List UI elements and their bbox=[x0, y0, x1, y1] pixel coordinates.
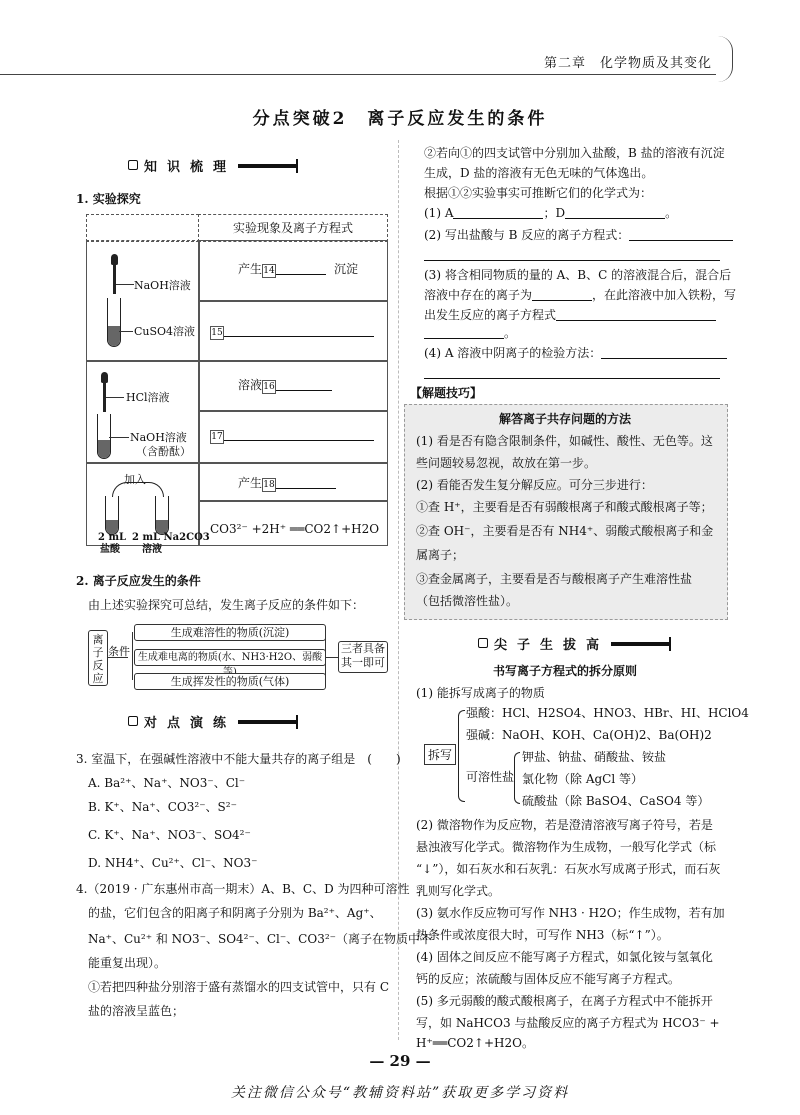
row2-obs2: 17 bbox=[210, 428, 374, 444]
q3-opt-d[interactable]: D. NH4⁺、Cu²⁺、Cl⁻、NO3⁻ bbox=[88, 856, 258, 870]
q4-r7: 溶液中存在的离子为 ，在此溶液中加入铁粉，写 bbox=[424, 288, 737, 302]
q4-r6: (3) 将含相同物质的量的 A、B、C 的溶液混合后，混合后 bbox=[424, 268, 732, 282]
answer-blank-d[interactable] bbox=[565, 207, 665, 219]
answer-blank-fe[interactable] bbox=[556, 309, 716, 321]
row2-reagent-top: HCl溶液 bbox=[126, 391, 170, 404]
adv-salt: 钾盐、钠盐、硝酸盐、铵盐 bbox=[522, 750, 667, 764]
brace-icon bbox=[514, 752, 520, 804]
page-title: 分点突破2 离子反应发生的条件 bbox=[252, 109, 548, 129]
table-header-empty bbox=[86, 214, 199, 242]
answer-blank-test[interactable] bbox=[601, 347, 727, 359]
brace-icon bbox=[458, 710, 465, 802]
test-tube-icon bbox=[107, 298, 121, 347]
adv-line: H⁺══CO2↑+H2O。 bbox=[416, 1036, 534, 1050]
cond-left-box: 离子反应 bbox=[88, 630, 108, 686]
header-rule bbox=[0, 74, 716, 75]
section-heading-advanced: 尖子生拔高 bbox=[478, 634, 671, 653]
label-line bbox=[109, 437, 129, 438]
answer-blank-test2[interactable] bbox=[424, 367, 720, 379]
adv-line: (4) 固体之间反应不能写离子方程式，如氯化铵与氢氧化 bbox=[416, 950, 713, 964]
adv-salt: 氯化物（除 AgCl 等） bbox=[522, 772, 643, 786]
adv-salt: 硫酸盐（除 BaSO4、CaSO4 等） bbox=[522, 794, 710, 808]
q4-r8-cont: 。 bbox=[424, 326, 516, 341]
adv-strong-base: 强碱：NaOH、KOH、Ca(OH)2、Ba(OH)2 bbox=[466, 728, 712, 742]
q3-opt-c[interactable]: C. K⁺、Na⁺、NO3⁻、SO4²⁻ bbox=[88, 828, 251, 842]
adv-strong-acid: 强酸：HCl、H2SO4、HNO3、HBr、HI、HClO4 bbox=[466, 706, 749, 720]
label-line bbox=[106, 397, 124, 398]
row2-reagent-bot: NaOH溶液 bbox=[130, 431, 187, 444]
exp-heading: 1. 实验探究 bbox=[76, 192, 141, 206]
row3-right-vol: 2 mL Na2CO3 bbox=[132, 532, 210, 543]
answer-blank-fe2[interactable] bbox=[424, 327, 504, 339]
adv-line: 悬浊液写化学式。微溶物作为生成物，一般写化学式（标 bbox=[416, 840, 717, 854]
adv-line: (3) 氨水作反应物可写作 NH3 · H2O；作生成物，若有加 bbox=[416, 906, 725, 920]
header-bracket bbox=[718, 36, 733, 82]
adv-line: (2) 微溶物作为反应物，若是澄清溶液写离子符号，若是 bbox=[416, 818, 713, 832]
q4-line6: 盐的溶液呈蓝色； bbox=[88, 1004, 185, 1018]
row3-left-vol: 2 mL bbox=[98, 532, 127, 543]
row2-obs1: 溶液16 bbox=[238, 378, 332, 394]
connector bbox=[325, 632, 326, 680]
tips-line: (1) 看是否有隐含限制条件，如碱性、酸性、无色等。这 bbox=[416, 434, 713, 448]
section-heading-practice: 对点演练 bbox=[128, 712, 298, 731]
q4-r9-cont bbox=[424, 366, 720, 381]
cond-intro: 由上述实验探究可总结，发生离子反应的条件如下： bbox=[88, 598, 365, 612]
row3-left-name: 盐酸 bbox=[100, 544, 120, 555]
tips-title: 解答离子共存问题的方法 bbox=[498, 412, 631, 426]
tips-line: （包括微溶性盐）。 bbox=[416, 594, 519, 608]
tips-line: (2) 看能否发生复分解反应。可分三步进行： bbox=[416, 478, 653, 492]
q4-line5: ①若把四种盐分别溶于盛有蒸馏水的四支试管中，只有 C bbox=[88, 980, 389, 994]
row3-equation: CO3²⁻ +2H⁺ ══CO2↑+H2O bbox=[210, 522, 380, 536]
q4-r8: 出发生反应的离子方程式 bbox=[424, 308, 716, 323]
adv-line: (5) 多元弱酸的酸式酸根离子，在离子方程式中不能拆开 bbox=[416, 994, 713, 1008]
q4-r5-cont bbox=[424, 248, 720, 263]
row3-right-name: 溶液 bbox=[142, 544, 162, 555]
tips-line: 属离子； bbox=[416, 548, 465, 562]
connector bbox=[326, 657, 338, 658]
cond-item-2: 生成难电离的物质(水、NH3·H2O、弱酸 bbox=[134, 649, 326, 666]
q4-r9: (4) A 溶液中阴离子的检验方法： bbox=[424, 346, 727, 361]
adv-line: 写，如 NaHCO3 与盐酸反应的离子方程式为 HCO3⁻ + bbox=[416, 1016, 720, 1030]
q4-r1: ②若向①的四支试管中分别加入盐酸，B 盐的溶液有沉淀 bbox=[424, 146, 725, 160]
arrow-arc-icon bbox=[112, 482, 164, 497]
tips-line: 些问题较易忽视，故放在第一步。 bbox=[416, 456, 597, 470]
adv-line: 热条件或浓度很大时，可写作 NH3（标“↑”）。 bbox=[416, 928, 669, 942]
q4-r4: (1) A ；D 。 bbox=[424, 206, 678, 220]
q4-line2: 的盐，它们包含的阳离子和阴离子分别为 Ba²⁺、Ag⁺、 bbox=[88, 906, 382, 920]
row1-reagent-top: NaOH溶液 bbox=[134, 279, 191, 292]
cond-right-box: 三者具备 其一即可 bbox=[338, 641, 388, 673]
q3-stem: 3. 室温下，在强碱性溶液中不能大量共存的离子组是 ( ) bbox=[76, 752, 401, 766]
section-heading-knowledge: 知识梳理 bbox=[128, 156, 298, 175]
column-divider bbox=[398, 140, 399, 1040]
q4-r3: 根据①②实验事实可推断它们的化学式为： bbox=[424, 186, 653, 200]
row1-obs2: 15 bbox=[210, 324, 374, 340]
answer-blank-eq2[interactable] bbox=[424, 249, 720, 261]
answer-blank-ions[interactable] bbox=[532, 289, 592, 301]
adv-line: 钙的反应；浓硫酸与固体反应不能写离子方程式。 bbox=[416, 972, 681, 986]
cond-heading: 2. 离子反应发生的条件 bbox=[76, 574, 201, 588]
cond-item-1: 生成难溶性的物质(沉淀) bbox=[134, 624, 326, 641]
q4-r5: (2) 写出盐酸与 B 反应的离子方程式： bbox=[424, 228, 733, 243]
adv-soluble: 可溶性盐 bbox=[466, 770, 515, 784]
connector bbox=[132, 632, 133, 680]
adv-line: “↓”），如石灰水和石灰乳：石灰水写成离子形式，而石灰 bbox=[416, 862, 721, 876]
answer-blank-a[interactable] bbox=[453, 207, 543, 219]
chaixie-box: 拆写 bbox=[424, 744, 456, 765]
tips-line: ③查金属离子，主要看是否与酸根离子产生难溶性盐 bbox=[416, 572, 693, 586]
answer-blank-eq[interactable] bbox=[629, 229, 733, 241]
table-row1-img bbox=[86, 240, 200, 362]
q3-opt-b[interactable]: B. K⁺、Na⁺、CO3²⁻、S²⁻ bbox=[88, 800, 237, 814]
adv-line: 乳则写化学式。 bbox=[416, 884, 501, 898]
row1-obs1: 产生14 沉淀 bbox=[238, 262, 359, 276]
chapter-header: 第二章 化学物质及其变化 bbox=[543, 56, 712, 71]
tips-line: ②查 OH⁻，主要看是否有 NH4⁺、弱酸式酸根离子和金 bbox=[416, 524, 714, 538]
row1-reagent-bot: CuSO4溶液 bbox=[134, 325, 196, 338]
page-number: — 29 — bbox=[369, 1052, 431, 1070]
adv-title: 书写离子方程式的拆分原则 bbox=[492, 664, 637, 678]
tips-tag: 【解题技巧】 bbox=[410, 386, 483, 400]
row3-obs1: 产生18 bbox=[238, 476, 336, 492]
label-line bbox=[116, 284, 134, 285]
row3-add-label: 加入 bbox=[124, 473, 146, 486]
tips-line: ①查 H⁺，主要看是否有弱酸根离子和酸式酸根离子等； bbox=[416, 500, 713, 514]
q4-line1: 4.（2019 · 广东惠州市高一期末）A、B、C、D 为四种可溶性 bbox=[76, 882, 410, 896]
footer-note: 关注微信公众号“教辅资料站”获取更多学习资料 bbox=[230, 1085, 570, 1101]
table-col-header: 实验现象及离子方程式 bbox=[198, 214, 388, 242]
row2-reagent-bot2: （含酚酞） bbox=[136, 445, 191, 458]
dropper-icon bbox=[113, 264, 116, 294]
q4-line3: Na⁺、Cu²⁺ 和 NO3⁻、SO4²⁻、Cl⁻、CO3²⁻（离子在物质中不 bbox=[88, 932, 432, 946]
label-line bbox=[119, 331, 133, 332]
q4-r2: 生成，D 盐的溶液有无色无味的气体逸出。 bbox=[424, 166, 654, 180]
cond-item-3: 生成挥发性的物质(气体) bbox=[134, 673, 326, 690]
q3-opt-a[interactable]: A. Ba²⁺、Na⁺、NO3⁻、Cl⁻ bbox=[88, 776, 246, 790]
cond-mid-label: 条件 bbox=[108, 645, 130, 658]
q4-line4: 能重复出现）。 bbox=[88, 956, 167, 970]
adv-p1: (1) 能拆写成离子的物质 bbox=[416, 686, 545, 700]
